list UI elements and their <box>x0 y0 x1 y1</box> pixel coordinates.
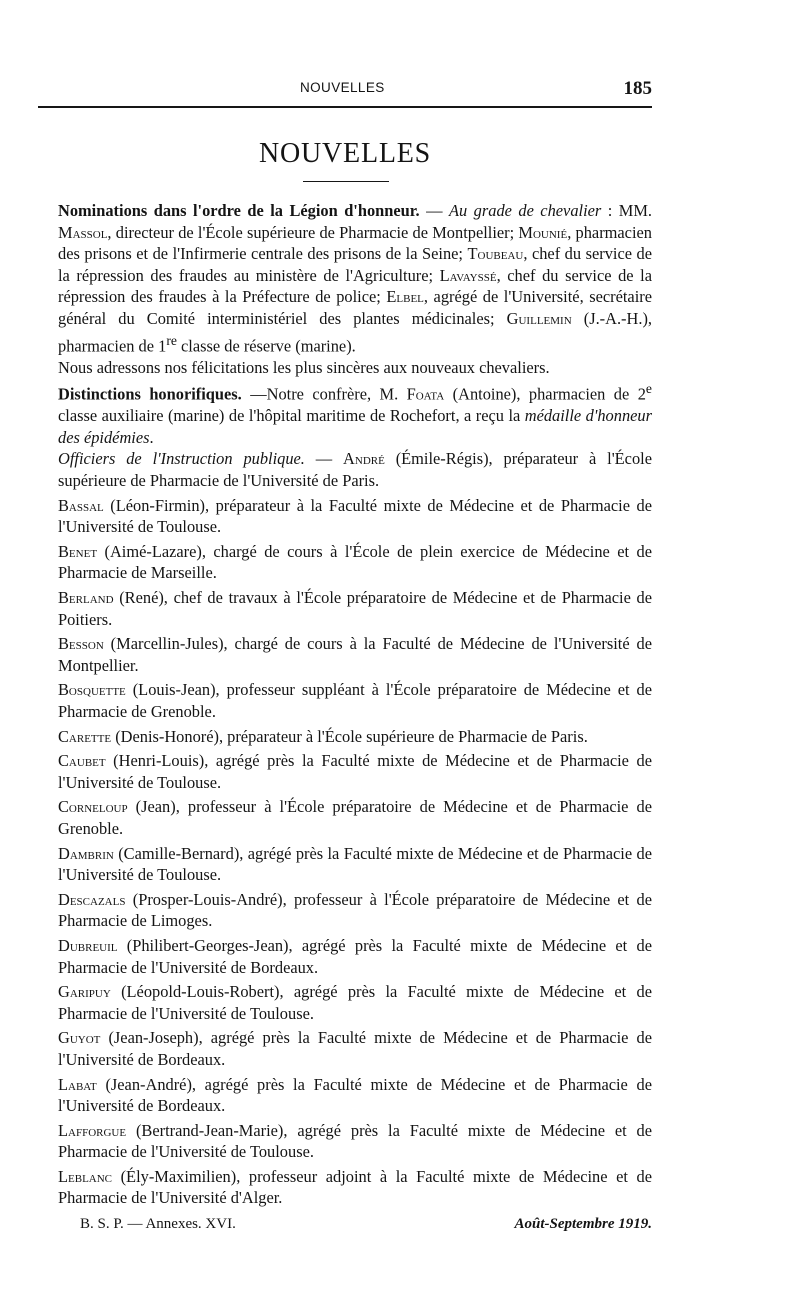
officier-entry <box>58 796 652 839</box>
officier-entry <box>58 981 652 1024</box>
legion-superscript: re <box>166 332 177 348</box>
distinctions-paragraph <box>58 378 652 448</box>
officier-entry <box>58 1074 652 1117</box>
officier-name: Benet <box>58 541 98 561</box>
legion-heading: Nominations dans l'ordre de la Légion d'honneur. <box>58 201 420 220</box>
officier-entry <box>58 1027 652 1070</box>
legion-paragraph <box>58 200 652 357</box>
officier-entry <box>58 889 652 932</box>
legion-text: (J.-A.-H.), pharmacien de 1 <box>58 308 653 356</box>
officier-text: (Henri-Louis), agrégé près la Faculté mixte de Médecine et de Pharmacie de l'Université de Toulouse. <box>58 751 652 792</box>
officier-text: (Jean-Joseph), agrégé près la Faculté mixte de Médecine et de Pharmacie de l'Université de Bordeaux. <box>58 1028 652 1069</box>
distinctions-dash: — <box>241 384 267 404</box>
officiers-list <box>58 495 652 1209</box>
officier-name: Besson <box>58 634 104 654</box>
officier-text: (Ély-Maximilien), professeur adjoint à la Faculté mixte de Médecine et de Pharmacie de l'Université d'Alger. <box>58 1166 652 1208</box>
officier-name: Bassal <box>58 495 104 515</box>
officiers-dash: — <box>304 449 344 469</box>
legion-grade: Au grade de chevalier <box>449 201 602 220</box>
officier-entry <box>58 726 652 748</box>
officier-text: (Émile-Régis), préparateur à l'École supérieure de Pharmacie de l'Université de Paris. <box>58 449 652 491</box>
officier-text: (Louis-Jean), professeur suppléant à l'École préparatoire de Médecine et de Pharmacie de Grenoble. <box>58 680 652 721</box>
footer-date: Août-Septembre 1919. <box>514 1216 652 1232</box>
officier-name: Bosquette <box>58 680 126 700</box>
officier-name: Descazals <box>58 889 126 909</box>
legion-intro: : MM. <box>601 201 653 220</box>
distinctions-text: (Antoine), pharmacien de 2 <box>444 384 646 404</box>
officier-text: (Camille-Bernard), agrégé près la Faculté mixte de Médecine et de Pharmacie de l'Université de Toulouse. <box>58 843 652 885</box>
officier-entry <box>58 679 652 722</box>
legion-name: Toubeau <box>467 244 524 264</box>
officier-name: André <box>343 449 385 469</box>
officier-text: (Denis-Honoré), préparateur à l'École supérieure de Pharmacie de Paris. <box>111 726 588 746</box>
legion-name: Massol <box>58 222 108 242</box>
officier-name: Dubreuil <box>58 935 118 955</box>
legion-text: , chef du service de la répression des fraudes au ministère de l'Agriculture; <box>58 244 652 285</box>
officier-entry <box>58 587 652 630</box>
article-body <box>58 200 652 1212</box>
officier-text: (Jean-André), agrégé près la Faculté mixte de Médecine et de Pharmacie de l'Université de Bordeaux. <box>58 1074 652 1116</box>
distinctions-medal: médaille d'honneur des épidémies <box>58 406 652 447</box>
legion-name: Mounié <box>518 222 568 242</box>
legion-name: Elbel <box>386 287 424 307</box>
running-head <box>38 78 652 100</box>
running-head-title: NOUVELLES <box>300 80 385 95</box>
felicitations-paragraph: Nous adressons nos félicitations les plus sincères aux nouveaux chevaliers. <box>58 357 550 377</box>
officier-name: Berland <box>58 588 114 608</box>
officier-name: Caubet <box>58 751 106 771</box>
officier-name: Labat <box>58 1074 97 1094</box>
legion-text: , directeur de l'École supérieure de Pharmacie de Montpellier; <box>107 222 519 242</box>
officier-text: (René), chef de travaux à l'École préparatoire de Médecine et de Pharmacie de Poitiers. <box>58 588 652 629</box>
officier-text: (Léopold-Louis-Robert), agrégé près la Faculté mixte de Médecine et de Pharmacie de l'Université de Toulouse. <box>58 982 652 1023</box>
title-rule <box>303 181 389 182</box>
distinctions-text: . <box>149 427 154 447</box>
legion-name: Lavayssé <box>439 265 497 285</box>
header-rule <box>38 106 652 108</box>
officier-text: (Aimé-Lazare), chargé de cours à l'École de plein exercice de Médecine et de Pharmacie de Marseille. <box>58 541 652 583</box>
legion-text: , pharmacien des prisons et de l'Infirmerie centrale des prisons de la Seine; <box>58 222 652 264</box>
page-title: NOUVELLES <box>258 138 432 169</box>
page-number: 185 <box>623 78 652 99</box>
officier-entry <box>58 633 652 676</box>
legion-text: classe de réserve (marine). <box>176 336 356 356</box>
distinctions-name: Foata <box>406 384 445 404</box>
distinctions-superscript: e <box>645 381 652 397</box>
officier-text: (Jean), professeur à l'École préparatoire de Médecine et de Pharmacie de Grenoble. <box>58 797 652 838</box>
officier-text: (Marcellin-Jules), chargé de cours à la Faculté de Médecine de l'Université de Montpellier. <box>58 634 652 675</box>
officier-name: Leblanc <box>58 1166 113 1186</box>
officier-entry <box>58 843 652 886</box>
page-footer <box>80 1216 652 1240</box>
officier-name: Garipuy <box>58 982 111 1002</box>
officier-entry <box>58 750 652 793</box>
officier-text: (Léon-Firmin), préparateur à la Faculté mixte de Médecine et de Pharmacie de l'Université de Toulouse. <box>58 495 652 537</box>
officier-entry <box>58 1120 652 1163</box>
distinctions-text: classe auxiliaire (marine) de l'hôpital maritime de Rochefort, a reçu la <box>58 406 525 426</box>
officier-name: Corneloup <box>58 797 128 817</box>
officier-name: Lafforgue <box>58 1120 127 1140</box>
officier-name: Guyot <box>58 1028 101 1048</box>
officiers-heading: Officiers de l'Instruction publique. <box>58 449 305 469</box>
legion-name: Guillemin <box>506 308 572 328</box>
officier-text: (Bertrand-Jean-Marie), agrégé près la Faculté mixte de Médecine et de Pharmacie de l'Université de Toulouse. <box>58 1120 652 1162</box>
officiers-paragraph <box>58 448 652 491</box>
officier-text: (Prosper-Louis-André), professeur à l'École préparatoire de Médecine et de Pharmacie de Limoges. <box>58 889 652 931</box>
legion-text: , chef du service de la répression des fraudes à la Préfecture de police; <box>58 265 653 307</box>
officier-entry <box>58 495 652 538</box>
footer-signature: B. S. P. — Annexes. XVI. <box>80 1216 236 1232</box>
distinctions-heading: Distinctions honorifiques. <box>58 384 242 404</box>
legion-dash: — <box>419 201 449 220</box>
officier-text: (Philibert-Georges-Jean), agrégé près la Faculté mixte de Médecine et de Pharmacie de l'Université de Bordeaux. <box>58 935 652 977</box>
distinctions-text: Notre confrère, M. <box>266 384 407 404</box>
officier-entry <box>58 935 652 978</box>
officier-name: Dambrin <box>58 843 114 863</box>
officier-entry <box>58 1166 652 1209</box>
officier-name: Carette <box>58 726 112 746</box>
officier-entry <box>58 541 652 584</box>
legion-text: , agrégé de l'Université, secrétaire général du Comité interministériel des plantes médicinales; <box>58 287 652 328</box>
